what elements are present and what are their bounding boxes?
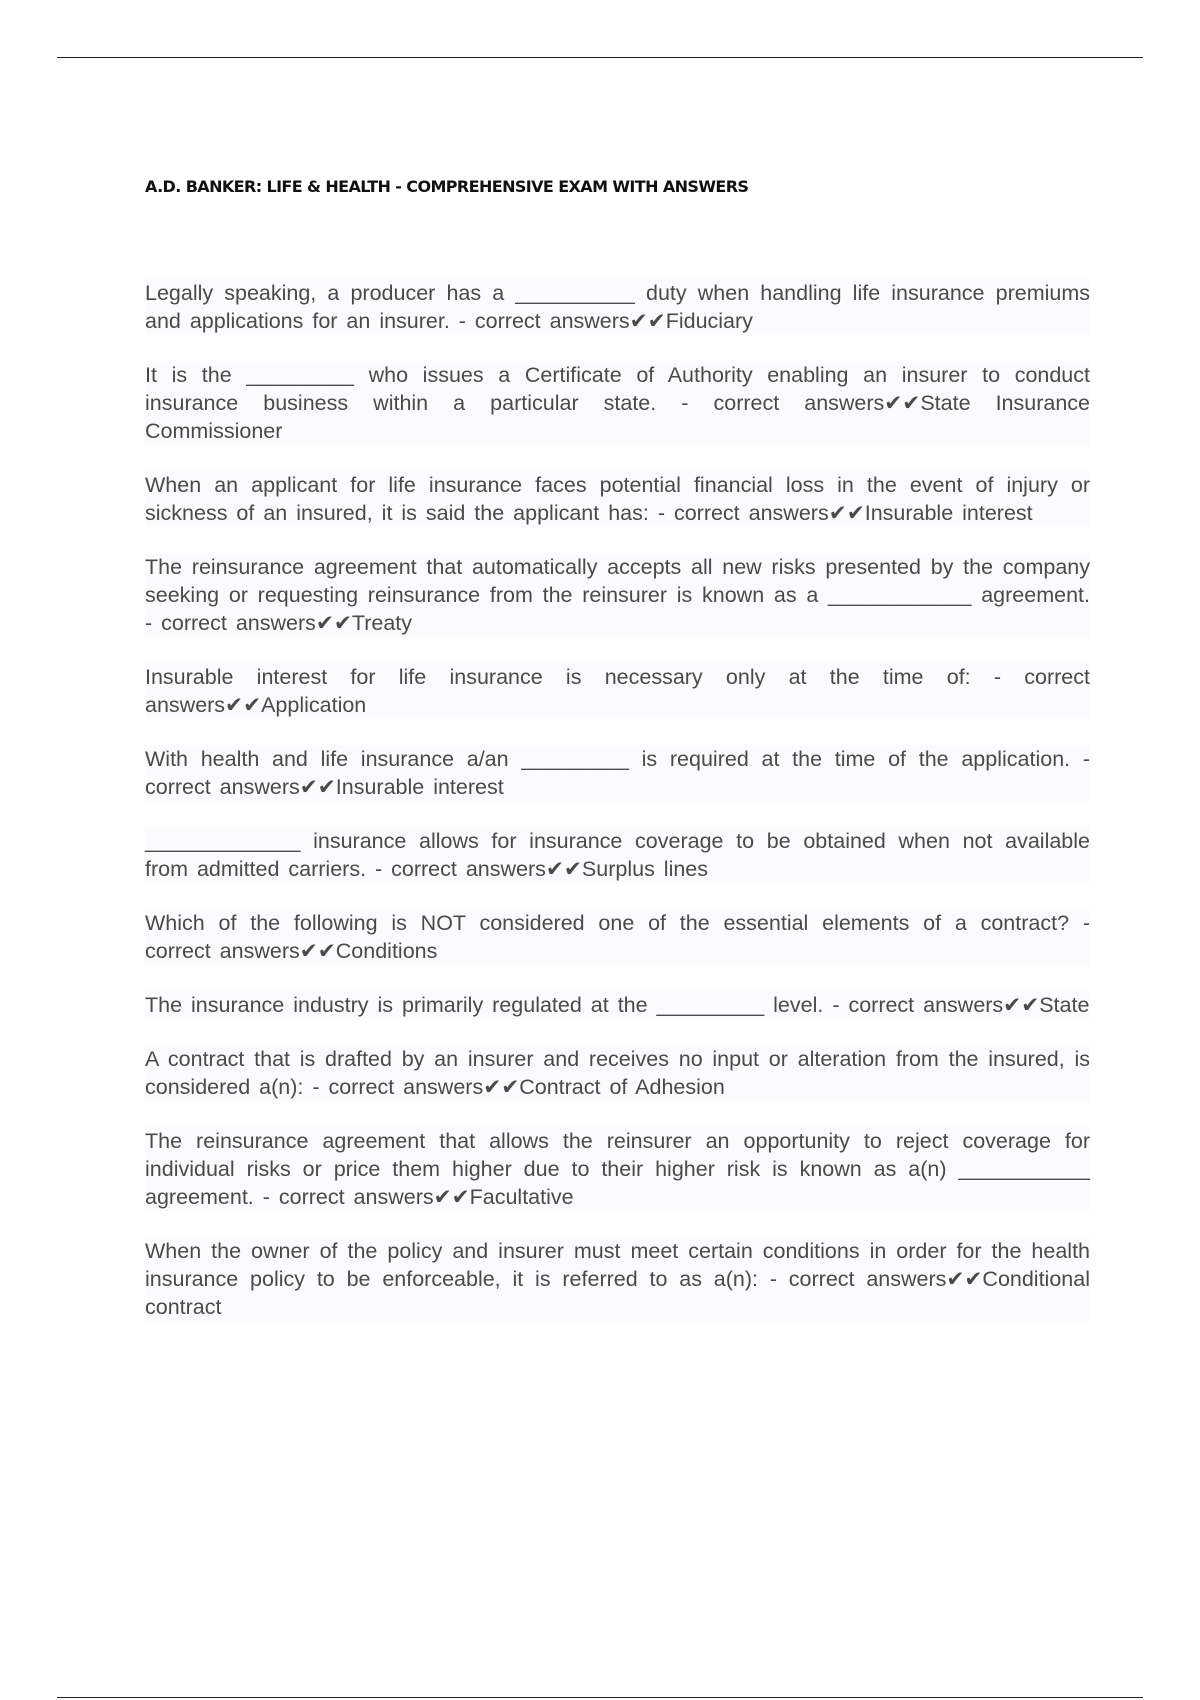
question-answer-item: With health and life insurance a/an _________ is required at the time of the application. - correct answers✔✔Insurable interest [145, 747, 1090, 799]
top-rule [57, 57, 1143, 58]
question-answer-item: When an applicant for life insurance faces potential financial loss in the event of injury or sickness of an insured, it is said the applicant has: - correct answers✔✔Insurable interest [145, 473, 1090, 525]
question-answer-item: The insurance industry is primarily regulated at the _________ level. - correct answers✔✔State [145, 993, 1090, 1017]
question-answer-item: When the owner of the policy and insurer must meet certain conditions in order for the health insurance policy to be enforceable, it is referred to as a(n): - correct answers✔✔Conditional contract [145, 1239, 1090, 1319]
question-answer-item: Which of the following is NOT considered one of the essential elements of a contract? - correct answers✔✔Conditions [145, 911, 1090, 963]
question-answer-item: Insurable interest for life insurance is necessary only at the time of: - correct answers✔✔Application [145, 665, 1090, 717]
document-title: A.D. BANKER: LIFE & HEALTH - COMPREHENSIVE EXAM WITH ANSWERS [145, 177, 749, 196]
question-answer-item: Legally speaking, a producer has a __________ duty when handling life insurance premiums and applications for an insurer. - correct answers✔✔Fiduciary [145, 281, 1090, 333]
question-answer-item: The reinsurance agreement that allows the reinsurer an opportunity to reject coverage for individual risks or price them higher due to their higher risk is known as a(n) ___________ agreement. - correct answers✔✔Facultative [145, 1129, 1090, 1209]
question-answer-item: It is the _________ who issues a Certificate of Authority enabling an insurer to conduct insurance business within a particular state. - correct answers✔✔State Insurance Commissioner [145, 363, 1090, 443]
question-answer-item: _____________ insurance allows for insurance coverage to be obtained when not available from admitted carriers. - correct answers✔✔Surplus lines [145, 829, 1090, 881]
question-answer-item: The reinsurance agreement that automatically accepts all new risks presented by the company seeking or requesting reinsurance from the reinsurer is known as a ____________ agreement. - correct answers✔✔Treaty [145, 555, 1090, 635]
question-list [145, 279, 1090, 1347]
bottom-rule [57, 1697, 1143, 1698]
question-answer-item: A contract that is drafted by an insurer and receives no input or alteration from the insured, is considered a(n): - correct answers✔✔Contract of Adhesion [145, 1047, 1090, 1099]
